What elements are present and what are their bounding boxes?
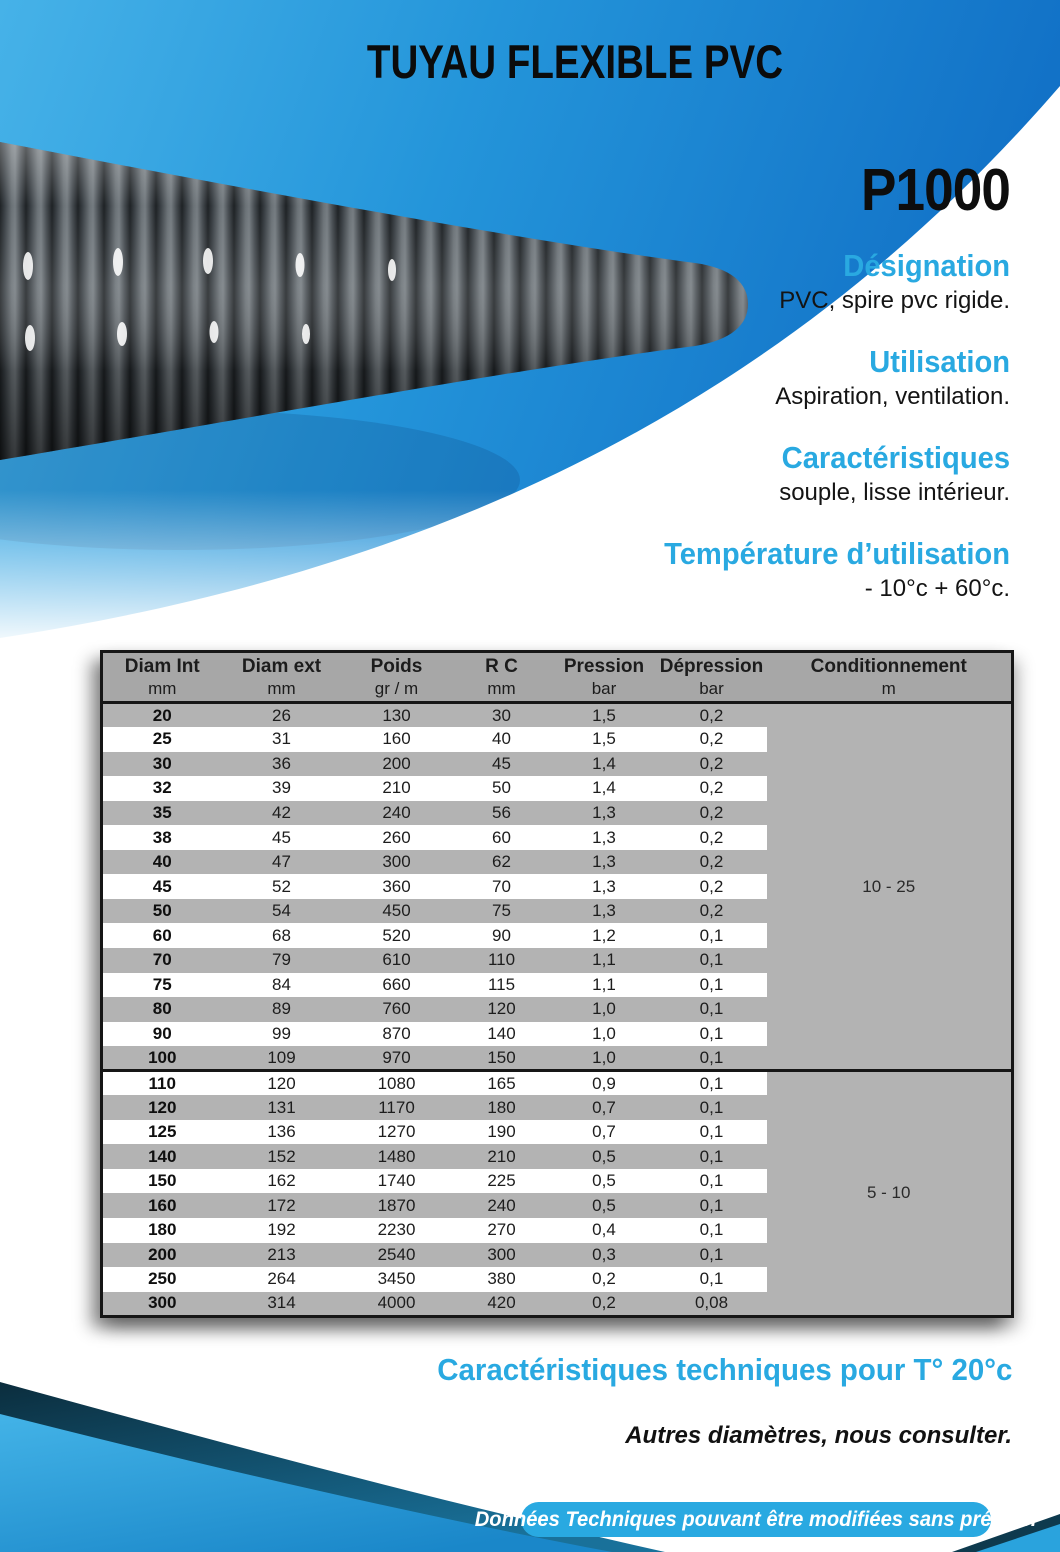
table-cell: 162 — [222, 1169, 342, 1194]
table-cell: 180 — [452, 1095, 552, 1120]
table-cell: 30 — [452, 703, 552, 728]
table-cell: 40 — [452, 727, 552, 752]
disclaimer-text: Données Techniques pouvant être modifiées sans préavis. — [475, 1507, 1037, 1531]
table-cell: 450 — [342, 899, 452, 924]
section-utilisation — [642, 344, 1010, 411]
column-unit: m — [767, 679, 1013, 703]
table-cell: 79 — [222, 948, 342, 973]
table-cell: 36 — [222, 752, 342, 777]
table-cell: 0,1 — [657, 1193, 767, 1218]
table-cell: 0,1 — [657, 1046, 767, 1071]
table-cell: 240 — [342, 801, 452, 826]
table-cell: 0,3 — [552, 1243, 657, 1268]
table-cell: 0,2 — [657, 874, 767, 899]
table-cell: 1870 — [342, 1193, 452, 1218]
table-cell: 0,5 — [552, 1144, 657, 1169]
column-unit: mm — [102, 679, 222, 703]
table-cell: 1,3 — [552, 874, 657, 899]
table-cell: 200 — [102, 1243, 222, 1268]
table-cell: 40 — [102, 850, 222, 875]
table-cell: 1,0 — [552, 997, 657, 1022]
table-cell: 380 — [452, 1267, 552, 1292]
product-model: P1000 — [860, 157, 1010, 223]
table-cell: 0,1 — [657, 973, 767, 998]
table-cell: 200 — [342, 752, 452, 777]
table-cell: 125 — [102, 1120, 222, 1145]
table-cell: 264 — [222, 1267, 342, 1292]
table-cell: 0,1 — [657, 1120, 767, 1145]
column-header: Diam ext — [222, 652, 342, 679]
table-cell: 0,1 — [657, 1095, 767, 1120]
table-cell: 0,1 — [657, 1218, 767, 1243]
column-header: Conditionnement — [767, 652, 1013, 679]
table-cell: 213 — [222, 1243, 342, 1268]
table-cell: 90 — [102, 1022, 222, 1047]
section-heading: Température d’utilisation — [664, 536, 1010, 571]
table-cell: 100 — [102, 1046, 222, 1071]
section-text: PVC, spire pvc rigide. — [779, 287, 1010, 314]
spec-table — [100, 650, 1014, 1318]
table-cell: 270 — [452, 1218, 552, 1243]
table-cell: 20 — [102, 703, 222, 728]
table-head — [102, 652, 1013, 703]
section-heading: Utilisation — [869, 344, 1010, 379]
table-row — [102, 1071, 1013, 1096]
table-cell: 520 — [342, 923, 452, 948]
table-cell: 52 — [222, 874, 342, 899]
table-cell: 0,2 — [657, 899, 767, 924]
table-cell: 1,3 — [552, 801, 657, 826]
column-header: Poids — [342, 652, 452, 679]
table-cell: 0,2 — [552, 1292, 657, 1317]
spec-table-wrap — [100, 650, 1011, 1318]
hose-photo — [0, 128, 750, 468]
table-cell: 75 — [452, 899, 552, 924]
table-cell: 1,3 — [552, 850, 657, 875]
table-cell: 1,3 — [552, 899, 657, 924]
table-cell: 210 — [342, 776, 452, 801]
table-cell: 1170 — [342, 1095, 452, 1120]
table-cell: 131 — [222, 1095, 342, 1120]
section-temperature — [642, 536, 1010, 603]
table-cell: 54 — [222, 899, 342, 924]
table-cell: 0,5 — [552, 1193, 657, 1218]
table-cell: 0,1 — [657, 997, 767, 1022]
column-unit: bar — [552, 679, 657, 703]
table-cell: 0,4 — [552, 1218, 657, 1243]
column-unit: mm — [452, 679, 552, 703]
table-cell: 150 — [452, 1046, 552, 1071]
table-cell: 115 — [452, 973, 552, 998]
column-header: R C — [452, 652, 552, 679]
section-designation — [642, 248, 1010, 315]
table-cell: 0,1 — [657, 1243, 767, 1268]
table-cell: 120 — [452, 997, 552, 1022]
product-info — [642, 156, 1010, 632]
table-cell: 42 — [222, 801, 342, 826]
table-cell: 1,1 — [552, 973, 657, 998]
other-diameters-note: Autres diamètres, nous consulter. — [625, 1422, 1012, 1449]
table-cell: 4000 — [342, 1292, 452, 1317]
section-caracteristiques — [642, 440, 1010, 507]
table-row — [102, 703, 1013, 728]
table-cell: 2540 — [342, 1243, 452, 1268]
page-title: TUYAU FLEXIBLE PVC — [366, 35, 784, 88]
table-cell: 250 — [102, 1267, 222, 1292]
table-cell: 99 — [222, 1022, 342, 1047]
table-cell: 31 — [222, 727, 342, 752]
table-cell: 109 — [222, 1046, 342, 1071]
table-cell: 0,2 — [657, 727, 767, 752]
table-cell: 1,4 — [552, 752, 657, 777]
table-cell: 0,1 — [657, 1022, 767, 1047]
column-header: Diam Int — [102, 652, 222, 679]
table-cell: 75 — [102, 973, 222, 998]
table-cell: 610 — [342, 948, 452, 973]
table-cell: 1,2 — [552, 923, 657, 948]
table-cell: 420 — [452, 1292, 552, 1317]
table-cell: 1,1 — [552, 948, 657, 973]
table-cell: 110 — [452, 948, 552, 973]
table-cell: 1,5 — [552, 703, 657, 728]
table-cell: 0,08 — [657, 1292, 767, 1317]
table-cell: 45 — [222, 825, 342, 850]
table-cell: 0,1 — [657, 1267, 767, 1292]
table-cell: 0,1 — [657, 1071, 767, 1096]
section-text: - 10°c + 60°c. — [864, 575, 1010, 602]
table-cell: 970 — [342, 1046, 452, 1071]
section-heading: Désignation — [843, 248, 1010, 283]
table-cell: 0,1 — [657, 948, 767, 973]
table-cell: 89 — [222, 997, 342, 1022]
table-cell: 84 — [222, 973, 342, 998]
table-cell: 32 — [102, 776, 222, 801]
table-cell: 1270 — [342, 1120, 452, 1145]
table-cell: 140 — [452, 1022, 552, 1047]
table-cell: 1,3 — [552, 825, 657, 850]
table-cell: 160 — [342, 727, 452, 752]
table-cell: 2230 — [342, 1218, 452, 1243]
table-cell: 0,2 — [657, 776, 767, 801]
table-cell: 140 — [102, 1144, 222, 1169]
column-header: Dépression — [657, 652, 767, 679]
table-cell: 210 — [452, 1144, 552, 1169]
table-cell: 1,5 — [552, 727, 657, 752]
table-cell: 0,2 — [657, 850, 767, 875]
table-cell: 130 — [342, 703, 452, 728]
table-cell: 172 — [222, 1193, 342, 1218]
table-cell: 165 — [452, 1071, 552, 1096]
table-cell: 120 — [222, 1071, 342, 1096]
table-cell: 870 — [342, 1022, 452, 1047]
table-cell: 0,2 — [657, 752, 767, 777]
table-cell: 120 — [102, 1095, 222, 1120]
table-cell: 150 — [102, 1169, 222, 1194]
section-text: souple, lisse intérieur. — [779, 479, 1010, 506]
table-cell: 0,2 — [657, 801, 767, 826]
table-cell: 0,5 — [552, 1169, 657, 1194]
column-unit: gr / m — [342, 679, 452, 703]
table-cell: 35 — [102, 801, 222, 826]
table-cell: 45 — [102, 874, 222, 899]
conditionnement-cell: 10 - 25 — [767, 703, 1013, 1071]
table-cell: 47 — [222, 850, 342, 875]
table-cell: 39 — [222, 776, 342, 801]
table-cell: 38 — [102, 825, 222, 850]
table-cell: 160 — [102, 1193, 222, 1218]
conditionnement-cell: 5 - 10 — [767, 1071, 1013, 1316]
table-cell: 760 — [342, 997, 452, 1022]
table-cell: 152 — [222, 1144, 342, 1169]
table-cell: 136 — [222, 1120, 342, 1145]
column-unit: bar — [657, 679, 767, 703]
disclaimer-pill — [475, 1502, 1037, 1537]
column-header: Pression — [552, 652, 657, 679]
table-cell: 225 — [452, 1169, 552, 1194]
table-cell: 300 — [342, 850, 452, 875]
table-cell: 60 — [452, 825, 552, 850]
table-cell: 660 — [342, 973, 452, 998]
table-cell: 45 — [452, 752, 552, 777]
table-cell: 0,9 — [552, 1071, 657, 1096]
table-cell: 300 — [452, 1243, 552, 1268]
table-cell: 0,1 — [657, 1169, 767, 1194]
table-cell: 110 — [102, 1071, 222, 1096]
table-cell: 60 — [102, 923, 222, 948]
table-cell: 80 — [102, 997, 222, 1022]
table-cell: 0,2 — [552, 1267, 657, 1292]
table-cell: 30 — [102, 752, 222, 777]
section-text: Aspiration, ventilation. — [775, 383, 1010, 410]
table-cell: 68 — [222, 923, 342, 948]
table-cell: 50 — [452, 776, 552, 801]
table-cell: 26 — [222, 703, 342, 728]
column-unit: mm — [222, 679, 342, 703]
table-cell: 56 — [452, 801, 552, 826]
table-cell: 1480 — [342, 1144, 452, 1169]
table-cell: 0,2 — [657, 825, 767, 850]
table-cell: 1,0 — [552, 1046, 657, 1071]
table-cell: 70 — [102, 948, 222, 973]
table-cell: 62 — [452, 850, 552, 875]
table-cell: 0,7 — [552, 1095, 657, 1120]
table-cell: 90 — [452, 923, 552, 948]
table-cell: 1,0 — [552, 1022, 657, 1047]
table-cell: 314 — [222, 1292, 342, 1317]
table-cell: 190 — [452, 1120, 552, 1145]
table-cell: 180 — [102, 1218, 222, 1243]
section-heading: Caractéristiques — [781, 440, 1010, 475]
table-cell: 1080 — [342, 1071, 452, 1096]
table-cell: 360 — [342, 874, 452, 899]
table-cell: 260 — [342, 825, 452, 850]
table-cell: 3450 — [342, 1267, 452, 1292]
table-cell: 0,1 — [657, 923, 767, 948]
table-cell: 1740 — [342, 1169, 452, 1194]
table-cell: 25 — [102, 727, 222, 752]
table-cell: 1,4 — [552, 776, 657, 801]
table-cell: 50 — [102, 899, 222, 924]
table-cell: 300 — [102, 1292, 222, 1317]
tech-conditions-title: Caractéristiques techniques pour T° 20°c — [436, 1352, 1012, 1387]
table-cell: 0,2 — [657, 703, 767, 728]
table-cell: 240 — [452, 1193, 552, 1218]
table-cell: 0,1 — [657, 1144, 767, 1169]
table-cell: 70 — [452, 874, 552, 899]
table-cell: 192 — [222, 1218, 342, 1243]
table-cell: 0,7 — [552, 1120, 657, 1145]
table-body — [102, 703, 1013, 1317]
